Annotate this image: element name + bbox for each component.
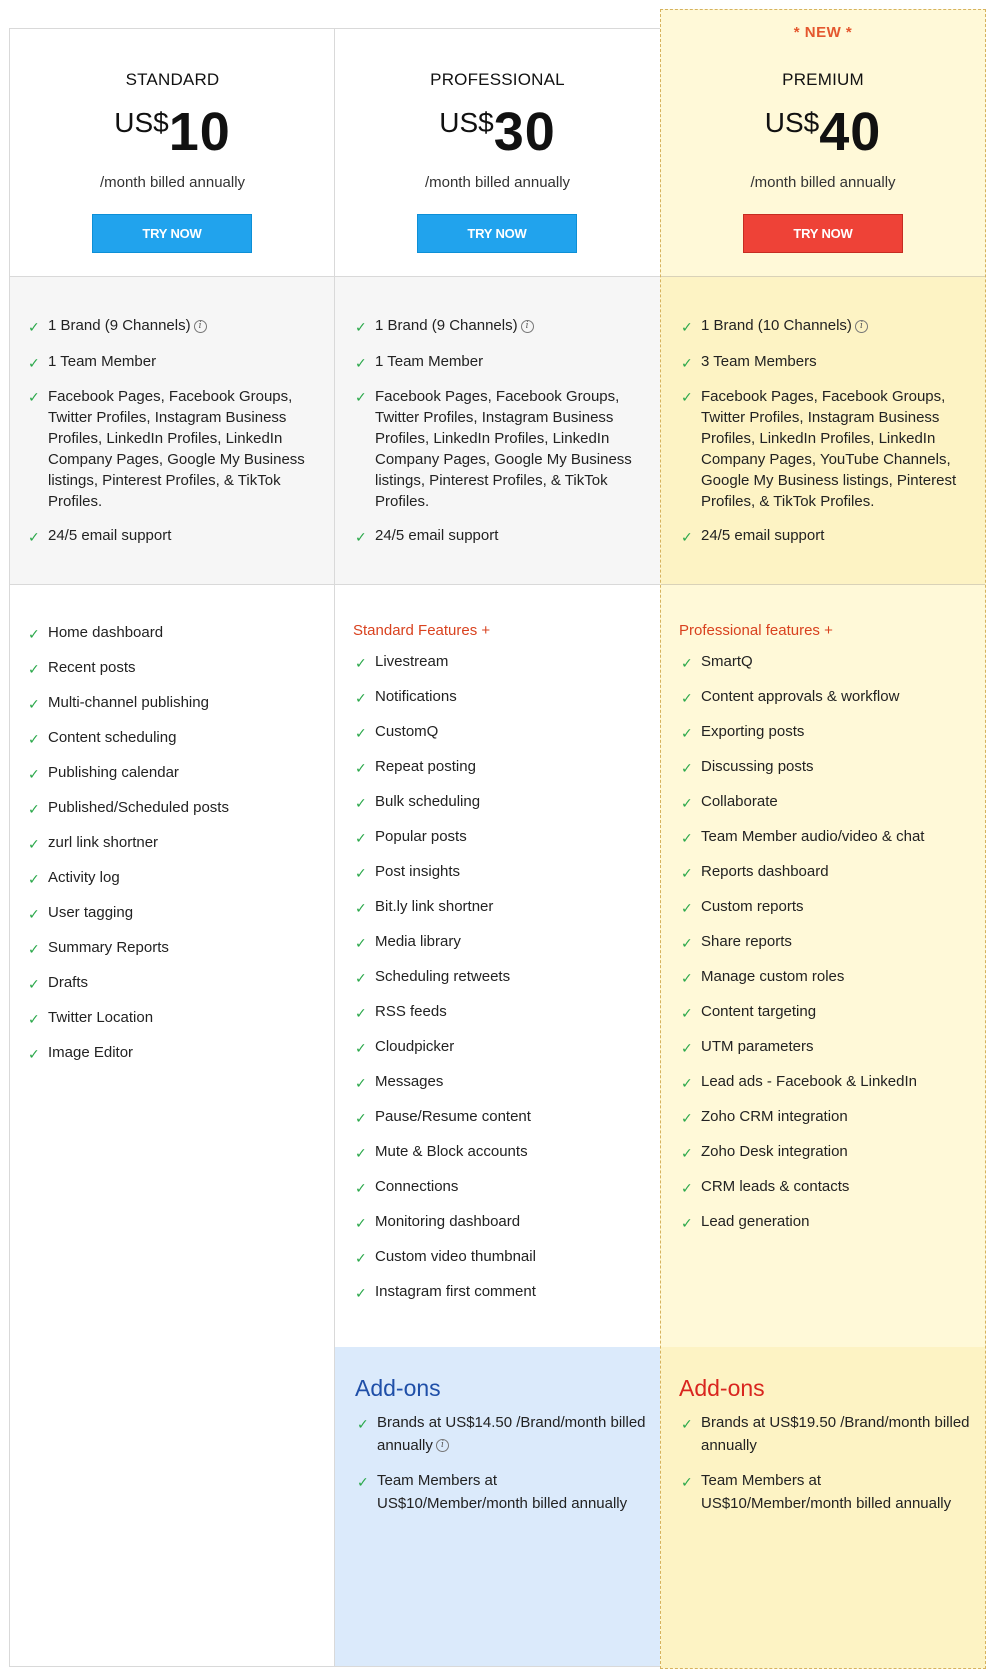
channels-section <box>661 276 985 585</box>
list-item: ✓ 1 Brand (9 Channels) i <box>26 315 323 338</box>
feature-label: Custom video thumbnail <box>375 1248 536 1265</box>
check-icon: ✓ <box>355 1110 367 1126</box>
features-section <box>335 585 660 1316</box>
list-item <box>353 791 648 814</box>
check-icon: ✓ <box>681 830 693 846</box>
list-item <box>26 657 323 680</box>
info-icon[interactable]: i <box>436 1439 449 1452</box>
list-item <box>679 1036 973 1059</box>
feature-label: Livestream <box>375 653 449 670</box>
plan-price <box>335 101 660 163</box>
feature-label: Exporting posts <box>701 723 805 740</box>
feature-list <box>26 622 323 1065</box>
list-item <box>26 972 323 995</box>
plan-name: PROFESSIONAL <box>430 70 565 89</box>
check-icon: ✓ <box>355 389 367 405</box>
list-item <box>26 902 323 925</box>
list-item <box>353 1001 648 1024</box>
plan-price <box>661 101 985 163</box>
check-icon: ✓ <box>28 1011 40 1027</box>
list-item <box>353 861 648 884</box>
check-icon: ✓ <box>28 529 40 545</box>
feature-label: Multi-channel publishing <box>48 694 209 711</box>
channels-section <box>335 276 660 585</box>
feature-label: CRM leads & contacts <box>701 1178 850 1195</box>
check-icon: ✓ <box>28 906 40 922</box>
list-item: ✓ 1 Team Member <box>26 351 323 374</box>
feature-label: Image Editor <box>48 1044 134 1061</box>
check-icon: ✓ <box>681 354 693 371</box>
list-item <box>26 797 323 820</box>
feature-label: Popular posts <box>375 828 467 845</box>
feature-label: Bulk scheduling <box>375 793 481 810</box>
plan-price <box>10 101 335 163</box>
plan-column-standard <box>9 28 335 1667</box>
list-item: ✓ Facebook Pages, Facebook Groups, Twitter Profiles, Instagram Business Profiles, LinkedIn Profiles, LinkedIn Company Pages, Google My Business listings, Pinterest Profiles, & TikTok Profiles. <box>28 388 305 510</box>
plan-column-professional <box>334 28 660 1667</box>
feature-label: Bit.ly link shortner <box>375 898 494 915</box>
list-item <box>679 756 973 779</box>
addons-title: Add-ons <box>355 1375 441 1401</box>
list-item: ✓ Brands at US$14.50 /Brand/month billed annually i <box>357 1414 646 1454</box>
check-icon: ✓ <box>355 319 367 335</box>
check-icon: ✓ <box>28 661 40 677</box>
feature-label: Messages <box>375 1073 444 1090</box>
check-icon: ✓ <box>355 795 367 811</box>
check-icon: ✓ <box>681 1215 693 1231</box>
list-item <box>353 1071 648 1094</box>
feature-label: Cloudpicker <box>375 1038 455 1055</box>
feature-label: Lead ads - Facebook & LinkedIn <box>701 1073 917 1090</box>
check-icon: ✓ <box>681 1110 693 1126</box>
new-badge: * NEW * <box>793 24 853 41</box>
feature-label: Zoho CRM integration <box>701 1108 848 1125</box>
list-item: ✓ Brands at US$19.50 /Brand/month billed annually <box>681 1414 970 1454</box>
check-icon: ✓ <box>681 795 693 811</box>
list-item: ✓ 1 Team Member <box>353 351 648 374</box>
list-item <box>679 861 973 884</box>
feature-label: Pause/Resume content <box>375 1108 531 1125</box>
list-item <box>353 896 648 919</box>
check-icon: ✓ <box>681 690 693 706</box>
list-item <box>679 1211 973 1234</box>
price-currency: US$ <box>114 107 169 138</box>
check-icon: ✓ <box>681 655 693 671</box>
feature-label: Published/Scheduled posts <box>48 799 229 816</box>
info-icon[interactable]: i <box>855 320 868 333</box>
check-icon: ✓ <box>681 760 693 776</box>
channel-list <box>26 315 323 548</box>
info-icon[interactable]: i <box>194 320 207 333</box>
plan-name: PREMIUM <box>782 70 864 89</box>
feature-label: Collaborate <box>701 793 778 810</box>
feature-label: Summary Reports <box>48 939 169 956</box>
check-icon: ✓ <box>28 976 40 992</box>
list-item <box>26 692 323 715</box>
list-item <box>679 896 973 919</box>
feature-label: Repeat posting <box>375 758 476 775</box>
check-icon: ✓ <box>28 354 40 371</box>
check-icon: ✓ <box>28 836 40 852</box>
feature-label: Post insights <box>375 863 461 880</box>
feature-list <box>679 651 973 1234</box>
check-icon: ✓ <box>355 529 367 545</box>
check-icon: ✓ <box>681 970 693 986</box>
feature-label: Zoho Desk integration <box>701 1143 848 1160</box>
plan-column-premium <box>660 9 986 1669</box>
check-icon: ✓ <box>28 801 40 817</box>
list-item <box>353 1211 648 1234</box>
list-item: ✓ 24/5 email support <box>679 525 973 548</box>
check-icon: ✓ <box>355 1215 367 1231</box>
list-item: ✓ 24/5 email support <box>353 525 648 548</box>
feature-label: Content approvals & workflow <box>701 688 900 705</box>
plan-header <box>10 29 335 276</box>
list-item <box>26 1007 323 1030</box>
features-section <box>661 585 985 1246</box>
list-item <box>679 686 973 709</box>
list-item: ✓ 1 Brand (10 Channels) i <box>679 315 973 338</box>
features-heading: Professional features + <box>679 622 833 639</box>
feature-label: Publishing calendar <box>48 764 179 781</box>
price-currency: US$ <box>439 107 494 138</box>
list-item <box>353 931 648 954</box>
list-item <box>679 1071 973 1094</box>
list-item <box>26 727 323 750</box>
plan-header <box>335 29 660 276</box>
list-item <box>353 1176 648 1199</box>
feature-list <box>353 651 648 1304</box>
check-icon: ✓ <box>355 1145 367 1161</box>
list-item <box>679 931 973 954</box>
check-icon: ✓ <box>355 970 367 986</box>
feature-label: zurl link shortner <box>48 834 159 851</box>
try-now-button[interactable]: TRY NOW <box>743 214 903 253</box>
check-icon: ✓ <box>355 1180 367 1196</box>
feature-label: Content targeting <box>701 1003 817 1020</box>
check-icon: ✓ <box>681 1075 693 1091</box>
list-item <box>679 1106 973 1129</box>
list-item <box>26 762 323 785</box>
channels-section <box>10 276 335 585</box>
try-now-button[interactable]: TRY NOW <box>92 214 252 253</box>
check-icon: ✓ <box>28 941 40 957</box>
check-icon: ✓ <box>28 319 40 335</box>
check-icon: ✓ <box>681 529 693 545</box>
feature-label: Monitoring dashboard <box>375 1213 521 1230</box>
feature-label: Recent posts <box>48 659 136 676</box>
feature-label: Twitter Location <box>48 1009 154 1026</box>
addons-list <box>679 1412 975 1515</box>
check-icon: ✓ <box>681 1474 693 1490</box>
addons-title: Add-ons <box>679 1375 765 1401</box>
list-item <box>353 1106 648 1129</box>
feature-label: Activity log <box>48 869 120 886</box>
billing-period: /month billed annually <box>424 174 571 191</box>
list-item: ✓ 1 Brand (9 Channels) i <box>353 315 648 338</box>
feature-label: User tagging <box>48 904 134 921</box>
feature-label: Content scheduling <box>48 729 177 746</box>
channel-list <box>679 315 973 548</box>
list-item <box>679 1001 973 1024</box>
price-amount: 10 <box>168 102 231 162</box>
try-now-button[interactable]: TRY NOW <box>417 214 577 253</box>
check-icon: ✓ <box>681 865 693 881</box>
list-item <box>679 966 973 989</box>
list-item <box>353 826 648 849</box>
list-item <box>26 937 323 960</box>
check-icon: ✓ <box>28 389 40 405</box>
check-icon: ✓ <box>355 935 367 951</box>
list-item <box>26 832 323 855</box>
list-item <box>26 622 323 645</box>
check-icon: ✓ <box>28 871 40 887</box>
check-icon: ✓ <box>681 1005 693 1021</box>
feature-label: Custom reports <box>701 898 804 915</box>
list-item <box>353 686 648 709</box>
check-icon: ✓ <box>355 690 367 706</box>
feature-label: RSS feeds <box>375 1003 447 1020</box>
list-item: ✓ Team Members at US$10/Member/month billed annually <box>681 1472 952 1512</box>
list-item: ✓ 24/5 email support <box>26 525 323 548</box>
feature-label: Notifications <box>375 688 457 705</box>
list-item <box>353 651 648 674</box>
features-section <box>10 585 335 1077</box>
check-icon: ✓ <box>681 900 693 916</box>
list-item <box>26 867 323 890</box>
info-icon[interactable]: i <box>521 320 534 333</box>
list-item <box>353 756 648 779</box>
check-icon: ✓ <box>355 725 367 741</box>
feature-label: Share reports <box>701 933 792 950</box>
check-icon: ✓ <box>355 1005 367 1021</box>
check-icon: ✓ <box>681 1040 693 1056</box>
billing-period: /month billed annually <box>99 174 246 191</box>
list-item: ✓ 3 Team Members <box>679 351 973 374</box>
addons-list <box>355 1412 648 1515</box>
feature-label: Team Member audio/video & chat <box>701 828 925 845</box>
list-item <box>679 826 973 849</box>
list-item <box>679 1176 973 1199</box>
check-icon: ✓ <box>681 1180 693 1196</box>
check-icon: ✓ <box>28 1046 40 1062</box>
check-icon: ✓ <box>355 900 367 916</box>
check-icon: ✓ <box>681 1416 693 1432</box>
check-icon: ✓ <box>355 655 367 671</box>
check-icon: ✓ <box>357 1416 369 1432</box>
check-icon: ✓ <box>681 935 693 951</box>
feature-label: Scheduling retweets <box>375 968 511 985</box>
check-icon: ✓ <box>28 696 40 712</box>
check-icon: ✓ <box>681 319 693 335</box>
channel-list <box>353 315 648 548</box>
plan-header <box>661 10 985 276</box>
price-amount: 30 <box>493 102 556 162</box>
feature-label: SmartQ <box>701 653 753 670</box>
check-icon: ✓ <box>28 766 40 782</box>
check-icon: ✓ <box>681 389 693 405</box>
addons-section <box>335 1347 660 1666</box>
feature-label: UTM parameters <box>701 1038 814 1055</box>
list-item <box>353 721 648 744</box>
check-icon: ✓ <box>355 830 367 846</box>
feature-label: Reports dashboard <box>701 863 829 880</box>
check-icon: ✓ <box>355 1075 367 1091</box>
list-item <box>353 1246 648 1269</box>
feature-label: Lead generation <box>701 1213 810 1230</box>
check-icon: ✓ <box>355 354 367 371</box>
list-item: ✓ Facebook Pages, Facebook Groups, Twitter Profiles, Instagram Business Profiles, LinkedIn Profiles, LinkedIn Company Pages, Google My Business listings, Pinterest Profiles, & TikTok Profiles. <box>355 388 632 510</box>
feature-label: Media library <box>375 933 461 950</box>
feature-label: Mute & Block accounts <box>375 1143 528 1160</box>
feature-label: Drafts <box>48 974 89 991</box>
feature-label: Manage custom roles <box>701 968 845 985</box>
list-item <box>679 1141 973 1164</box>
addons-section <box>661 1347 985 1668</box>
feature-label: Home dashboard <box>48 624 164 641</box>
list-item <box>679 721 973 744</box>
check-icon: ✓ <box>355 760 367 776</box>
check-icon: ✓ <box>28 626 40 642</box>
check-icon: ✓ <box>357 1474 369 1490</box>
price-amount: 40 <box>819 102 882 162</box>
plan-name: STANDARD <box>125 70 220 89</box>
list-item <box>353 1281 648 1304</box>
check-icon: ✓ <box>681 725 693 741</box>
list-item <box>353 1036 648 1059</box>
list-item <box>679 791 973 814</box>
feature-label: Connections <box>375 1178 459 1195</box>
list-item <box>679 651 973 674</box>
feature-label: CustomQ <box>375 723 439 740</box>
check-icon: ✓ <box>355 1285 367 1301</box>
list-item: ✓ Team Members at US$10/Member/month billed annually <box>357 1472 628 1512</box>
list-item <box>26 1042 323 1065</box>
list-item <box>353 966 648 989</box>
check-icon: ✓ <box>681 1145 693 1161</box>
check-icon: ✓ <box>355 865 367 881</box>
price-currency: US$ <box>764 107 820 138</box>
feature-label: Discussing posts <box>701 758 814 775</box>
check-icon: ✓ <box>355 1040 367 1056</box>
feature-label: Instagram first comment <box>375 1283 536 1300</box>
list-item <box>353 1141 648 1164</box>
billing-period: /month billed annually <box>750 174 896 191</box>
check-icon: ✓ <box>355 1250 367 1266</box>
list-item: ✓ Facebook Pages, Facebook Groups, Twitter Profiles, Instagram Business Profiles, LinkedIn Profiles, LinkedIn Company Pages, YouTube Channels, Google My Business listings, Pinterest Profiles, & TikTok Profiles. <box>681 388 957 510</box>
features-heading: Standard Features + <box>353 622 491 639</box>
check-icon: ✓ <box>28 731 40 747</box>
